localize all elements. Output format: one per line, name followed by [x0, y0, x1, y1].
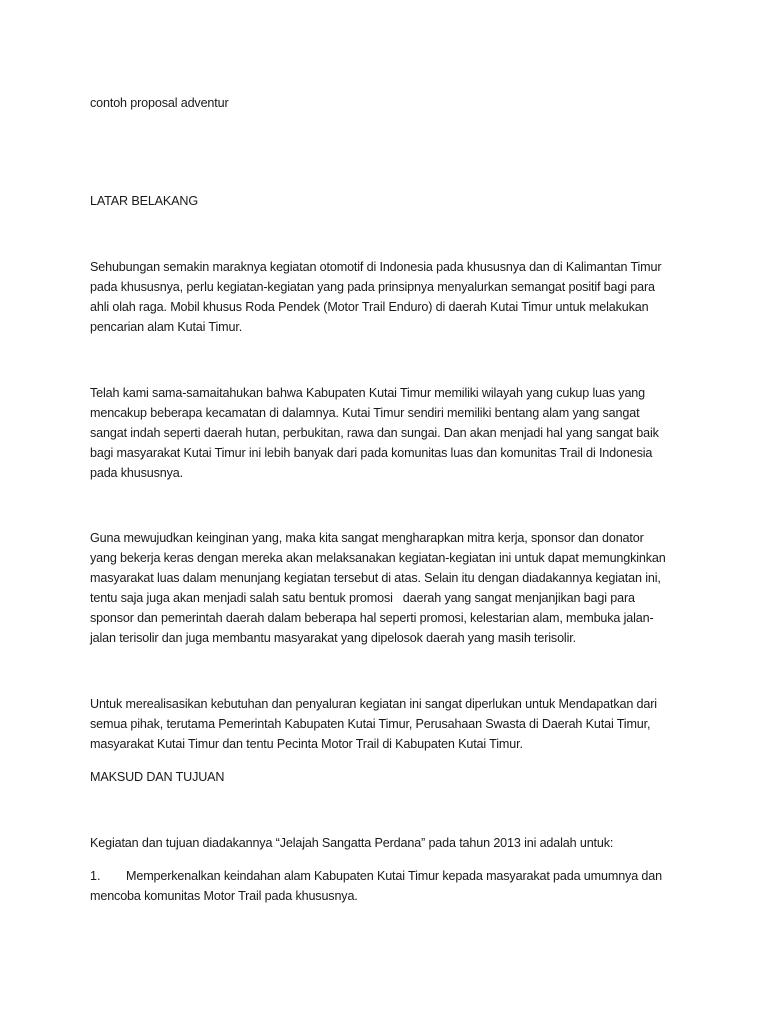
paragraph-2-line: mencakup beberapa kecamatan di dalamnya. Kutai Timur sendiri memiliki bentang alam yang sangat — [90, 406, 640, 420]
paragraph-2-line: pada khususnya. — [90, 466, 183, 480]
paragraph-3-line: jalan terisolir dan juga membantu masyarakat yang dipelosok daerah yang masih terisolir. — [90, 631, 576, 645]
paragraph-2-line: bagi masyarakat Kutai Timur ini lebih banyak dari pada komunitas luas dan komunitas Trail di Indonesia — [90, 446, 653, 460]
heading-maksud-dan-tujuan: MAKSUD DAN TUJUAN — [90, 770, 225, 784]
paragraph-3-line: Guna mewujudkan keinginan yang, maka kita sangat mengharapkan mitra kerja, sponsor dan donator — [90, 531, 644, 545]
paragraph-1-line: ahli olah raga. Mobil khusus Roda Pendek (Motor Trail Enduro) di daerah Kutai Timur untuk melakukan — [90, 300, 649, 314]
paragraph-1-line: pencarian alam Kutai Timur. — [90, 320, 243, 334]
paragraph-4-line: semua pihak, terutama Pemerintah Kabupaten Kutai Timur, Perusahaan Swasta di Daerah Kutai Timur, — [90, 717, 651, 731]
paragraph-4-line: masyarakat Kutai Timur dan tentu Pecinta Motor Trail di Kabupaten Kutai Timur. — [90, 737, 523, 751]
list-item-number: 1. — [90, 869, 101, 883]
paragraph-1-line: Sehubungan semakin maraknya kegiatan otomotif di Indonesia pada khususnya dan di Kalimantan Timur — [90, 260, 662, 274]
document-title: contoh proposal adventur — [90, 96, 229, 110]
paragraph-4-line: Untuk merealisasikan kebutuhan dan penyaluran kegiatan ini sangat diperlukan untuk Mendapatkan dari — [90, 697, 657, 711]
paragraph-3-line: sponsor dan pemerintah daerah dalam beberapa hal seperti promosi, kelestarian alam, membuka jalan- — [90, 611, 654, 625]
paragraph-3-line: yang bekerja keras dengan mereka akan melaksanakan kegiatan-kegiatan ini untuk dapat memungkinkan — [90, 551, 666, 565]
heading-latar-belakang: LATAR BELAKANG — [90, 194, 199, 208]
paragraph-3-line: tentu saja juga akan menjadi salah satu bentuk promosi daerah yang sangat menjanjikan bagi para — [90, 591, 635, 605]
list-item-line: mencoba komunitas Motor Trail pada khususnya. — [90, 889, 358, 903]
paragraph-3-line: masyarakat luas dalam menunjang kegiatan tersebut di atas. Selain itu dengan diadakannya kegiatan ini, — [90, 571, 661, 585]
paragraph-1-line: pada khususnya, perlu kegiatan-kegiatan yang pada prinsipnya menyalurkan semangat positif bagi para — [90, 280, 655, 294]
paragraph-2-line: sangat indah seperti daerah hutan, perbukitan, rawa dan sungai. Dan akan menjadi hal yang sangat baik — [90, 426, 659, 440]
purpose-intro: Kegiatan dan tujuan diadakannya “Jelajah Sangatta Perdana” pada tahun 2013 ini adalah untuk: — [90, 836, 614, 850]
paragraph-2-line: Telah kami sama-samaitahukan bahwa Kabupaten Kutai Timur memiliki wilayah yang cukup luas yang — [90, 386, 646, 400]
list-item-line: Memperkenalkan keindahan alam Kabupaten Kutai Timur kepada masyarakat pada umumnya dan — [126, 869, 662, 883]
